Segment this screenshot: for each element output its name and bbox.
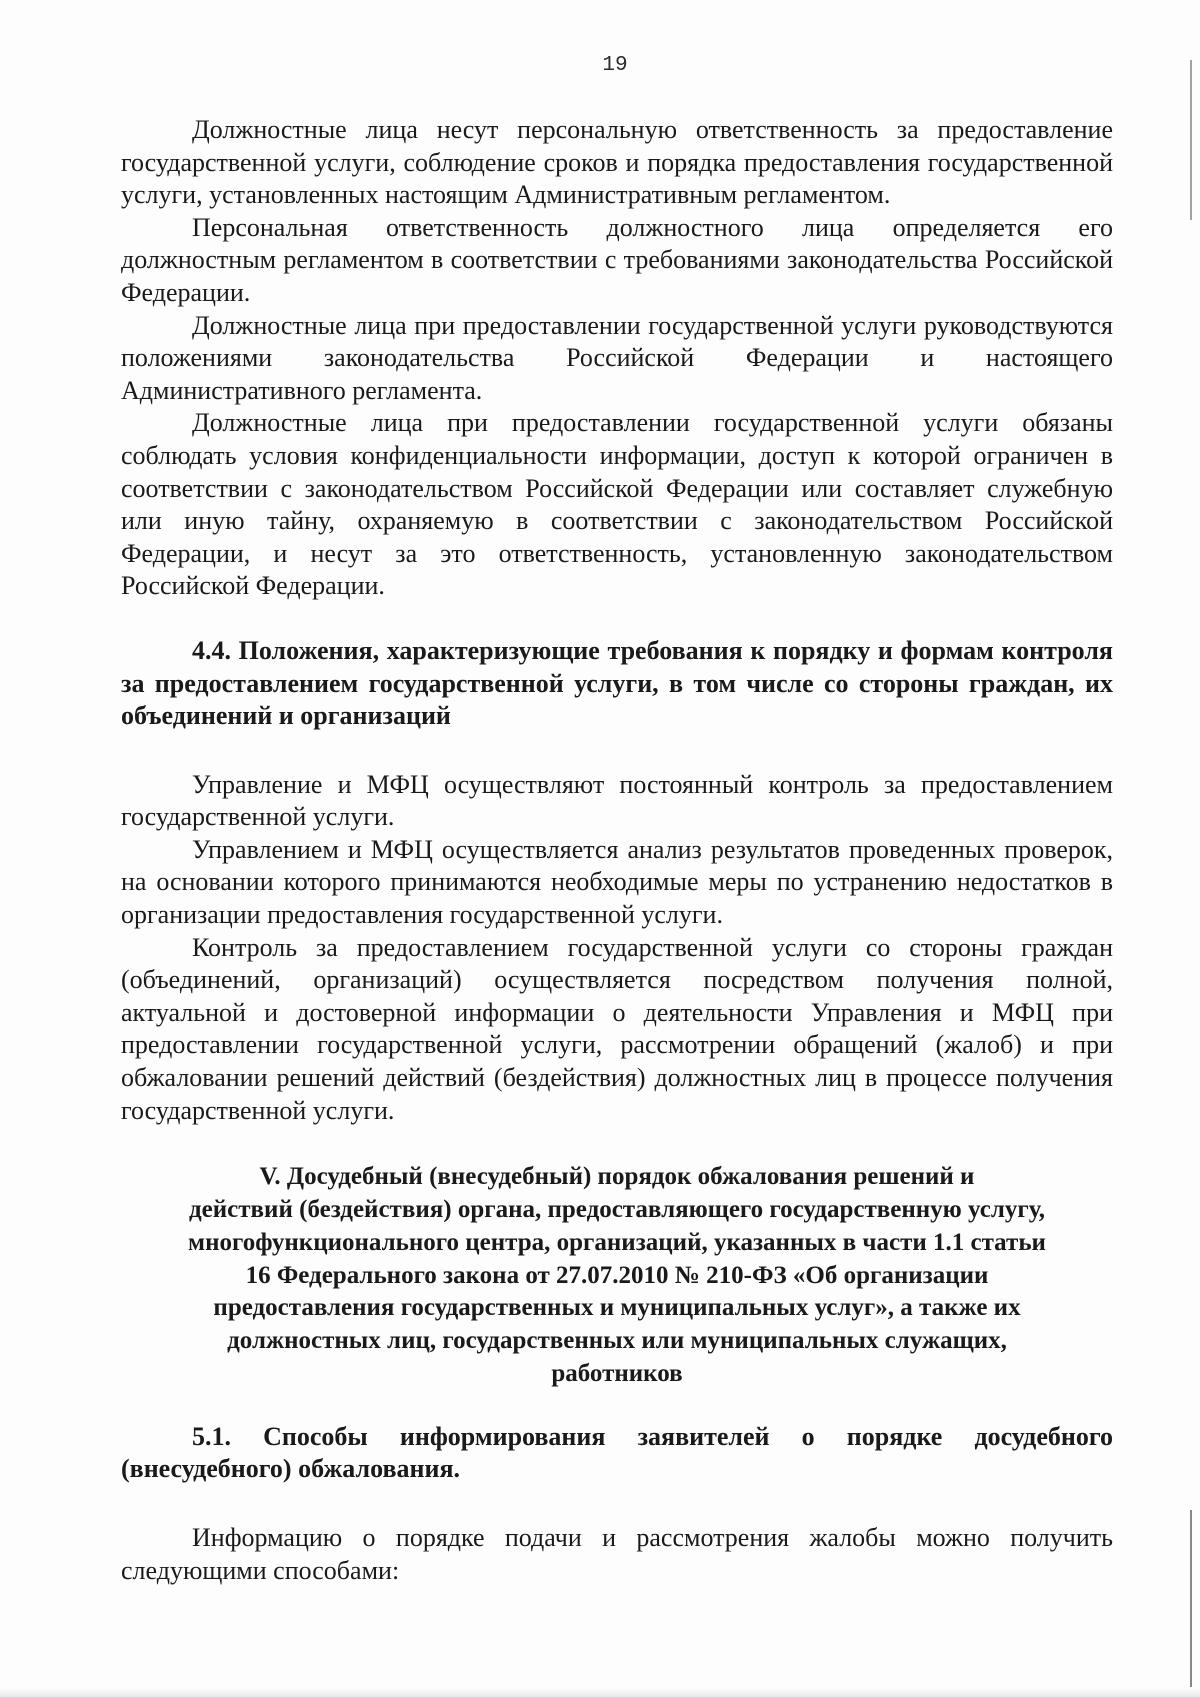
paragraph: Должностные лица при предоставлении государственной услуги обязаны соблюдать условия конфиденциальности информации, доступ к которой ограничен в соответствии с законодательством Российской Федерации или составляет служебную или иную тайну, охраняемую в соответствии с законодательством Российской Федерации, и несут за это ответственность, установленную законодательством Российской Федерации. — [121, 408, 1113, 601]
spacer — [121, 1391, 1113, 1421]
section-heading: 5.1. Способы информирования заявителей о порядке досудебного (внесудебного) обжалования. — [121, 1421, 1113, 1484]
chapter-heading-line: должностных лиц, государственных или муниципальных служащих, — [227, 1327, 1007, 1355]
paragraph: Должностные лица несут персональную ответственность за предоставление государственной услуги, соблюдение сроков и порядка предоставления государственной услуги, установленных настоящим Административным регламентом. — [121, 115, 1113, 210]
scan-edge-mark-top — [1190, 60, 1192, 220]
chapter-heading-line: работников — [551, 1360, 683, 1387]
paragraph: Персональная ответственность должностного лица определяется его должностным регламентом в соответствии с требованиями законодательства Российской Федерации. — [121, 212, 1113, 307]
spacer — [121, 1127, 1113, 1161]
page-number: 19 — [602, 54, 628, 77]
spacer — [121, 1486, 1113, 1522]
spacer — [121, 603, 1113, 635]
paragraph: Должностные лица при предоставлении государственной услуги руководствуются положениями законодательства Российской Федерации и настоящего Административного регламента. — [121, 310, 1113, 405]
chapter-heading-line: 16 Федерального закона от 27.07.2010 № 210-ФЗ «Об организации — [245, 1261, 989, 1289]
document-body — [121, 114, 1113, 1587]
chapter-heading-line: многофункционального центра, организаций, указанных в части 1.1 статьи — [188, 1228, 1046, 1256]
paragraph: Информацию о порядке подачи и рассмотрения жалобы можно получить следующими способами: — [121, 1522, 1113, 1585]
scan-edge-mark-bottom — [1190, 1510, 1192, 1690]
chapter-heading-line: предоставления государственных и муниципальных услуг», а также их — [213, 1294, 1021, 1322]
chapter-heading-line: действий (бездействия) органа, предоставляющего государственную услугу, — [189, 1196, 1045, 1224]
section-v — [121, 1161, 1113, 1391]
paragraph: Управлением и МФЦ осуществляется анализ результатов проведенных проверок, на основании которого принимаются необходимые меры по устранению недостатков в организации предоставления государственной услуги. — [121, 834, 1113, 930]
section-4-4 — [121, 635, 1113, 1127]
paragraph: Контроль за предоставлением государственной услуги со стороны граждан (объединений, организаций) осуществляется посредством получения полной, актуальной и достоверной информации о деятельности Управления и МФЦ при предоставлении государственной услуги, рассмотрении обращений (жалоб) и при обжаловании решений действий (бездействия) должностных лиц в процессе получения государственной услуги. — [121, 932, 1113, 1125]
paragraph: Управление и МФЦ осуществляют постоянный контроль за предоставлением государственной услуги. — [121, 769, 1113, 832]
section-5-1 — [121, 1421, 1113, 1587]
section-heading: 4.4. Положения, характеризующие требования к порядку и формам контроля за предоставлением государственной услуги, в том числе со стороны граждан, их объединений и организаций — [121, 635, 1113, 731]
intro-section — [121, 114, 1113, 603]
chapter-heading-line: V. Досудебный (внесудебный) порядок обжалования решений и — [259, 1163, 975, 1191]
spacer — [121, 733, 1113, 769]
scan-bottom-edge — [0, 1687, 1200, 1697]
